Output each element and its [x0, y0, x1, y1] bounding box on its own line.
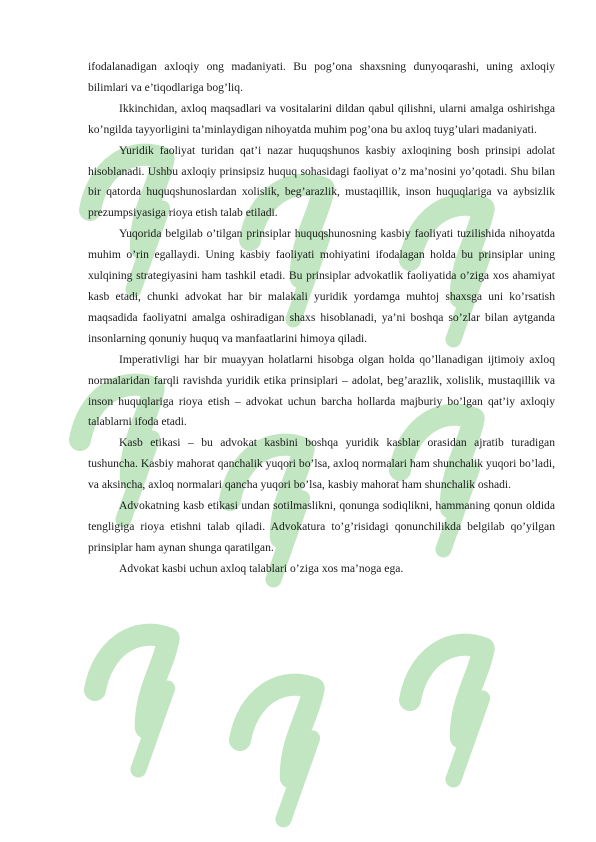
paragraph: Yuqorida belgilab o’tilgan prinsiplar huquqshunosning kasbiy faoliyati tuzilishida nihoyatda muhim o’rin egallaydi. Uning kasbiy faoliyati mohiyatini ifodalagan holda bu prinsiplar uning xulqining strategiyasini ham tashkil etadi. Bu prinsiplar advokatlik faoliyatida o’ziga xos ahamiyat kasb etadi, chunki advokat har bir malakali yuridik yordamga muhtoj shaxsga uni ko’rsatish maqsadida faoliyatni amalga oshiradigan shaxs hisoblanadi, ya’ni boshqa so’zlar bilan aytganda insonlarning qonuniy huquq va manfaatlarini himoya qiladi. [88, 227, 555, 345]
watermark-mark [219, 670, 365, 820]
document-body [88, 57, 555, 580]
paragraph: Kasb etikasi – bu advokat kasbini boshqa yuridik kasblar orasidan ajratib turadigan tushuncha. Kasbiy mahorat qanchalik yuqori bo’lsa, axloq normalari ham shunchalik yuqori bo’ladi, va aksincha, axloq normalari qancha yuqori bo’lsa, kasbiy mahorat ham shunchalik oshadi. [88, 436, 555, 492]
paragraph: Advokat kasbi uchun axloq talablari o’ziga xos ma’noga ega. [119, 561, 404, 575]
paragraph: Advokatning kasb etikasi undan sotilmaslikni, qonunga sodiqlikni, hammaning qonun oldida tengligiga rioya etishni talab qiladi. Advokatura to’g’risidagi qonunchilikda belgilab qo’yilgan prinsiplar ham aynan shunga qaratilgan. [88, 499, 555, 554]
watermark-mark [74, 620, 220, 770]
paragraph: Ikkinchidan, axloq maqsadlari va vositalarini dildan qabul qilishni, ularni amalga oshirishga ko’ngilda tayyorligini ta’minlaydigan nihoyatda muhim pog’ona bu axloq tuyg’ulari madaniyati. [88, 101, 555, 136]
paragraph: ifodalanadigan axloqiy ong madaniyati. Bu pog’ona shaxsning dunyoqarashi, uning axloqiy bilimlari va e’tiqodlariga bog’liq. [88, 60, 555, 94]
paragraph: Yuridik faoliyat turidan qat’i nazar huquqshunos kasbiy axloqining bosh prinsipi adolat hisoblanadi. Ushbu axloqiy prinsipsiz huquq sohasidagi faoliyat o’z ma’nosini yo’qotadi. Shu bilan bir qatorda huquqshunoslardan xolislik, beg’arazlik, mustaqillik, inson huquqlariga va aybsizlik prezumpsiyasiga rioya etish talab etiladi. [88, 143, 555, 220]
watermark-mark [389, 630, 535, 780]
paragraph: Imperativligi har bir muayyan holatlarni hisobga olgan holda qo’llanadigan ijtimoiy axloq normalaridan farqli ravishda yuridik etika prinsiplari – adolat, beg’arazlik, xolislik, mustaqillik va inson huquqlariga rioya etish – advokat uchun barcha hollarda majburiy bo’lgan qat’iy axloqiy talablarni ifoda etadi. [88, 352, 555, 429]
